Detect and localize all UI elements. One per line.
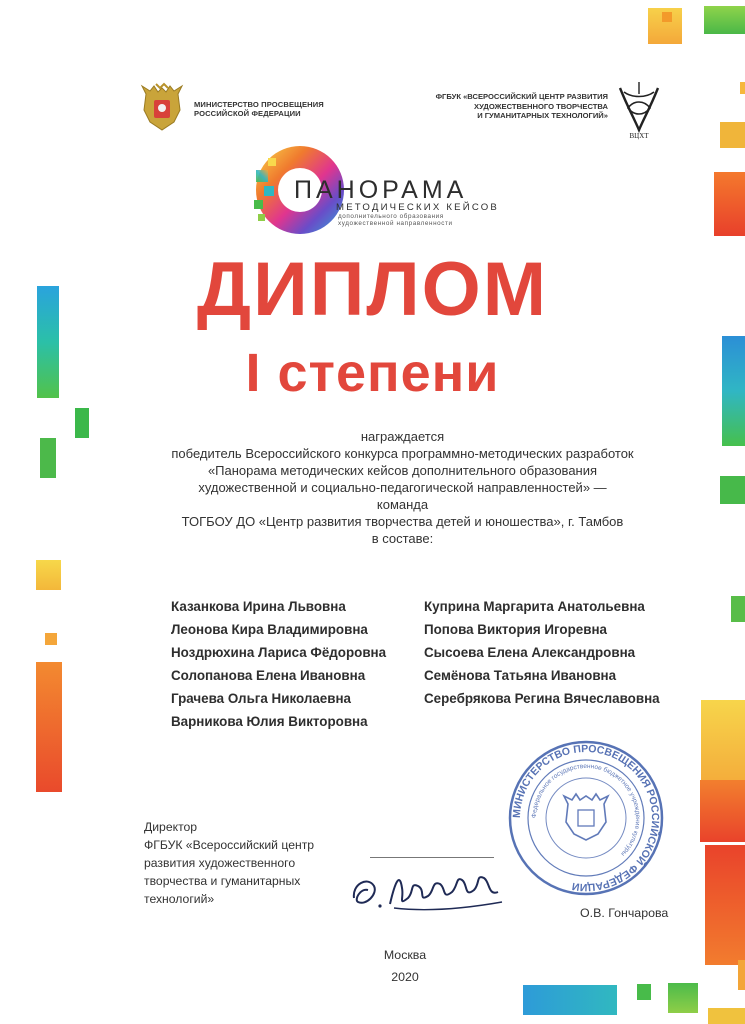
award-line: ТОГБОУ ДО «Центр развития творчества детей и юношества», г. Тамбов: [181, 514, 624, 529]
handwritten-signature: [348, 868, 508, 918]
decor-square: [701, 700, 745, 790]
member-name: Серебрякова Регина Вячеславовна: [424, 691, 660, 706]
logo-caption: художественной направленности: [338, 220, 453, 227]
award-line: победитель Всероссийского конкурса программно-методических разработок: [171, 446, 634, 461]
monogram-label: ВЦХТ: [629, 132, 649, 140]
members-left-column: [171, 595, 386, 733]
decor-square: [731, 596, 745, 622]
director-line: творчества и гуманитарных: [144, 874, 301, 888]
decor-square: [36, 662, 62, 792]
decor-square: [75, 408, 89, 438]
ministry-line: РОССИЙСКОЙ ФЕДЕРАЦИИ: [194, 109, 301, 118]
decor-square: [36, 560, 61, 590]
decor-square: [720, 476, 745, 504]
ministry-name: [194, 100, 324, 119]
director-block: [144, 818, 314, 908]
award-line: художественной и социально-педагогической направленностей» —: [198, 480, 607, 495]
director-line: технологий»: [144, 892, 215, 906]
decor-square: [708, 1008, 745, 1024]
award-line: в составе:: [371, 531, 434, 546]
decor-square: [662, 12, 672, 22]
director-line: развития художественного: [144, 856, 296, 870]
seal-outer-text: МИНИСТЕРСТВО ПРОСВЕЩЕНИЯ РОССИЙСКОЙ ФЕДЕРАЦИИ: [510, 742, 662, 894]
decor-square: [714, 172, 745, 236]
director-line: Директор: [144, 820, 198, 834]
decor-square: [45, 633, 57, 645]
center-header: [424, 78, 724, 138]
decor-square: [637, 984, 651, 1000]
director-line: ФГБУК «Всероссийский центр: [144, 838, 315, 852]
award-line: «Панорама методических кейсов дополнительного образования: [207, 463, 598, 478]
member-name: Казанкова Ирина Львовна: [171, 599, 346, 614]
coat-of-arms-icon: [138, 82, 186, 136]
member-name: Грачева Ольга Николаевна: [171, 691, 351, 706]
official-seal: [506, 738, 666, 898]
member-name: Сысоева Елена Александровна: [424, 645, 636, 660]
logo-brand: ПАНОРАМА: [294, 176, 468, 204]
logo-subtitle: МЕТОДИЧЕСКИХ КЕЙСОВ: [336, 202, 499, 213]
seal-eagle-icon: [564, 794, 608, 840]
center-line: ФГБУК «ВСЕРОССИЙСКИЙ ЦЕНТР РАЗВИТИЯ: [435, 92, 608, 101]
center-line: ХУДОЖЕСТВЕННОГО ТВОРЧЕСТВА: [474, 101, 608, 111]
member-name: Солопанова Елена Ивановна: [171, 668, 366, 683]
decor-square: [700, 780, 745, 842]
seal-inner-text: Федеральное государственное бюджетное учреждение культуры: [530, 762, 642, 858]
award-line: команда: [376, 497, 429, 512]
member-name: Семёнова Татьяна Ивановна: [424, 668, 617, 683]
panorama-logo: [250, 140, 550, 240]
decor-square: [704, 6, 745, 34]
award-text: [130, 428, 675, 547]
city: Москва: [383, 948, 427, 962]
signer-name: О.В. Гончарова: [580, 906, 669, 920]
decor-square: [40, 438, 56, 478]
member-name: Ноздрюхина Лариса Фёдоровна: [171, 645, 387, 660]
diploma-degree: I степени: [245, 343, 500, 403]
center-line: И ГУМАНИТАРНЫХ ТЕХНОЛОГИЙ»: [477, 111, 608, 120]
center-monogram-icon: [614, 78, 664, 140]
logo-caption: дополнительного образования: [338, 213, 444, 220]
ministry-line: МИНИСТЕРСТВО ПРОСВЕЩЕНИЯ: [194, 99, 324, 109]
diploma-title: ДИПЛОМ: [196, 247, 549, 332]
members-right-column: [424, 595, 660, 710]
center-name: [424, 92, 608, 121]
decor-square: [523, 985, 617, 1015]
member-name: Попова Виктория Игоревна: [424, 622, 608, 637]
award-line: награждается: [360, 429, 445, 444]
ministry-header: [138, 82, 324, 136]
member-name: Варникова Юлия Викторовна: [171, 714, 368, 729]
decor-square: [740, 82, 745, 94]
member-name: Леонова Кира Владимировна: [171, 622, 368, 637]
year: 2020: [391, 970, 419, 984]
decor-square: [705, 845, 745, 965]
member-name: Куприна Маргарита Анатольевна: [424, 599, 645, 614]
signature-line: [370, 857, 494, 858]
decor-square: [668, 983, 698, 1013]
